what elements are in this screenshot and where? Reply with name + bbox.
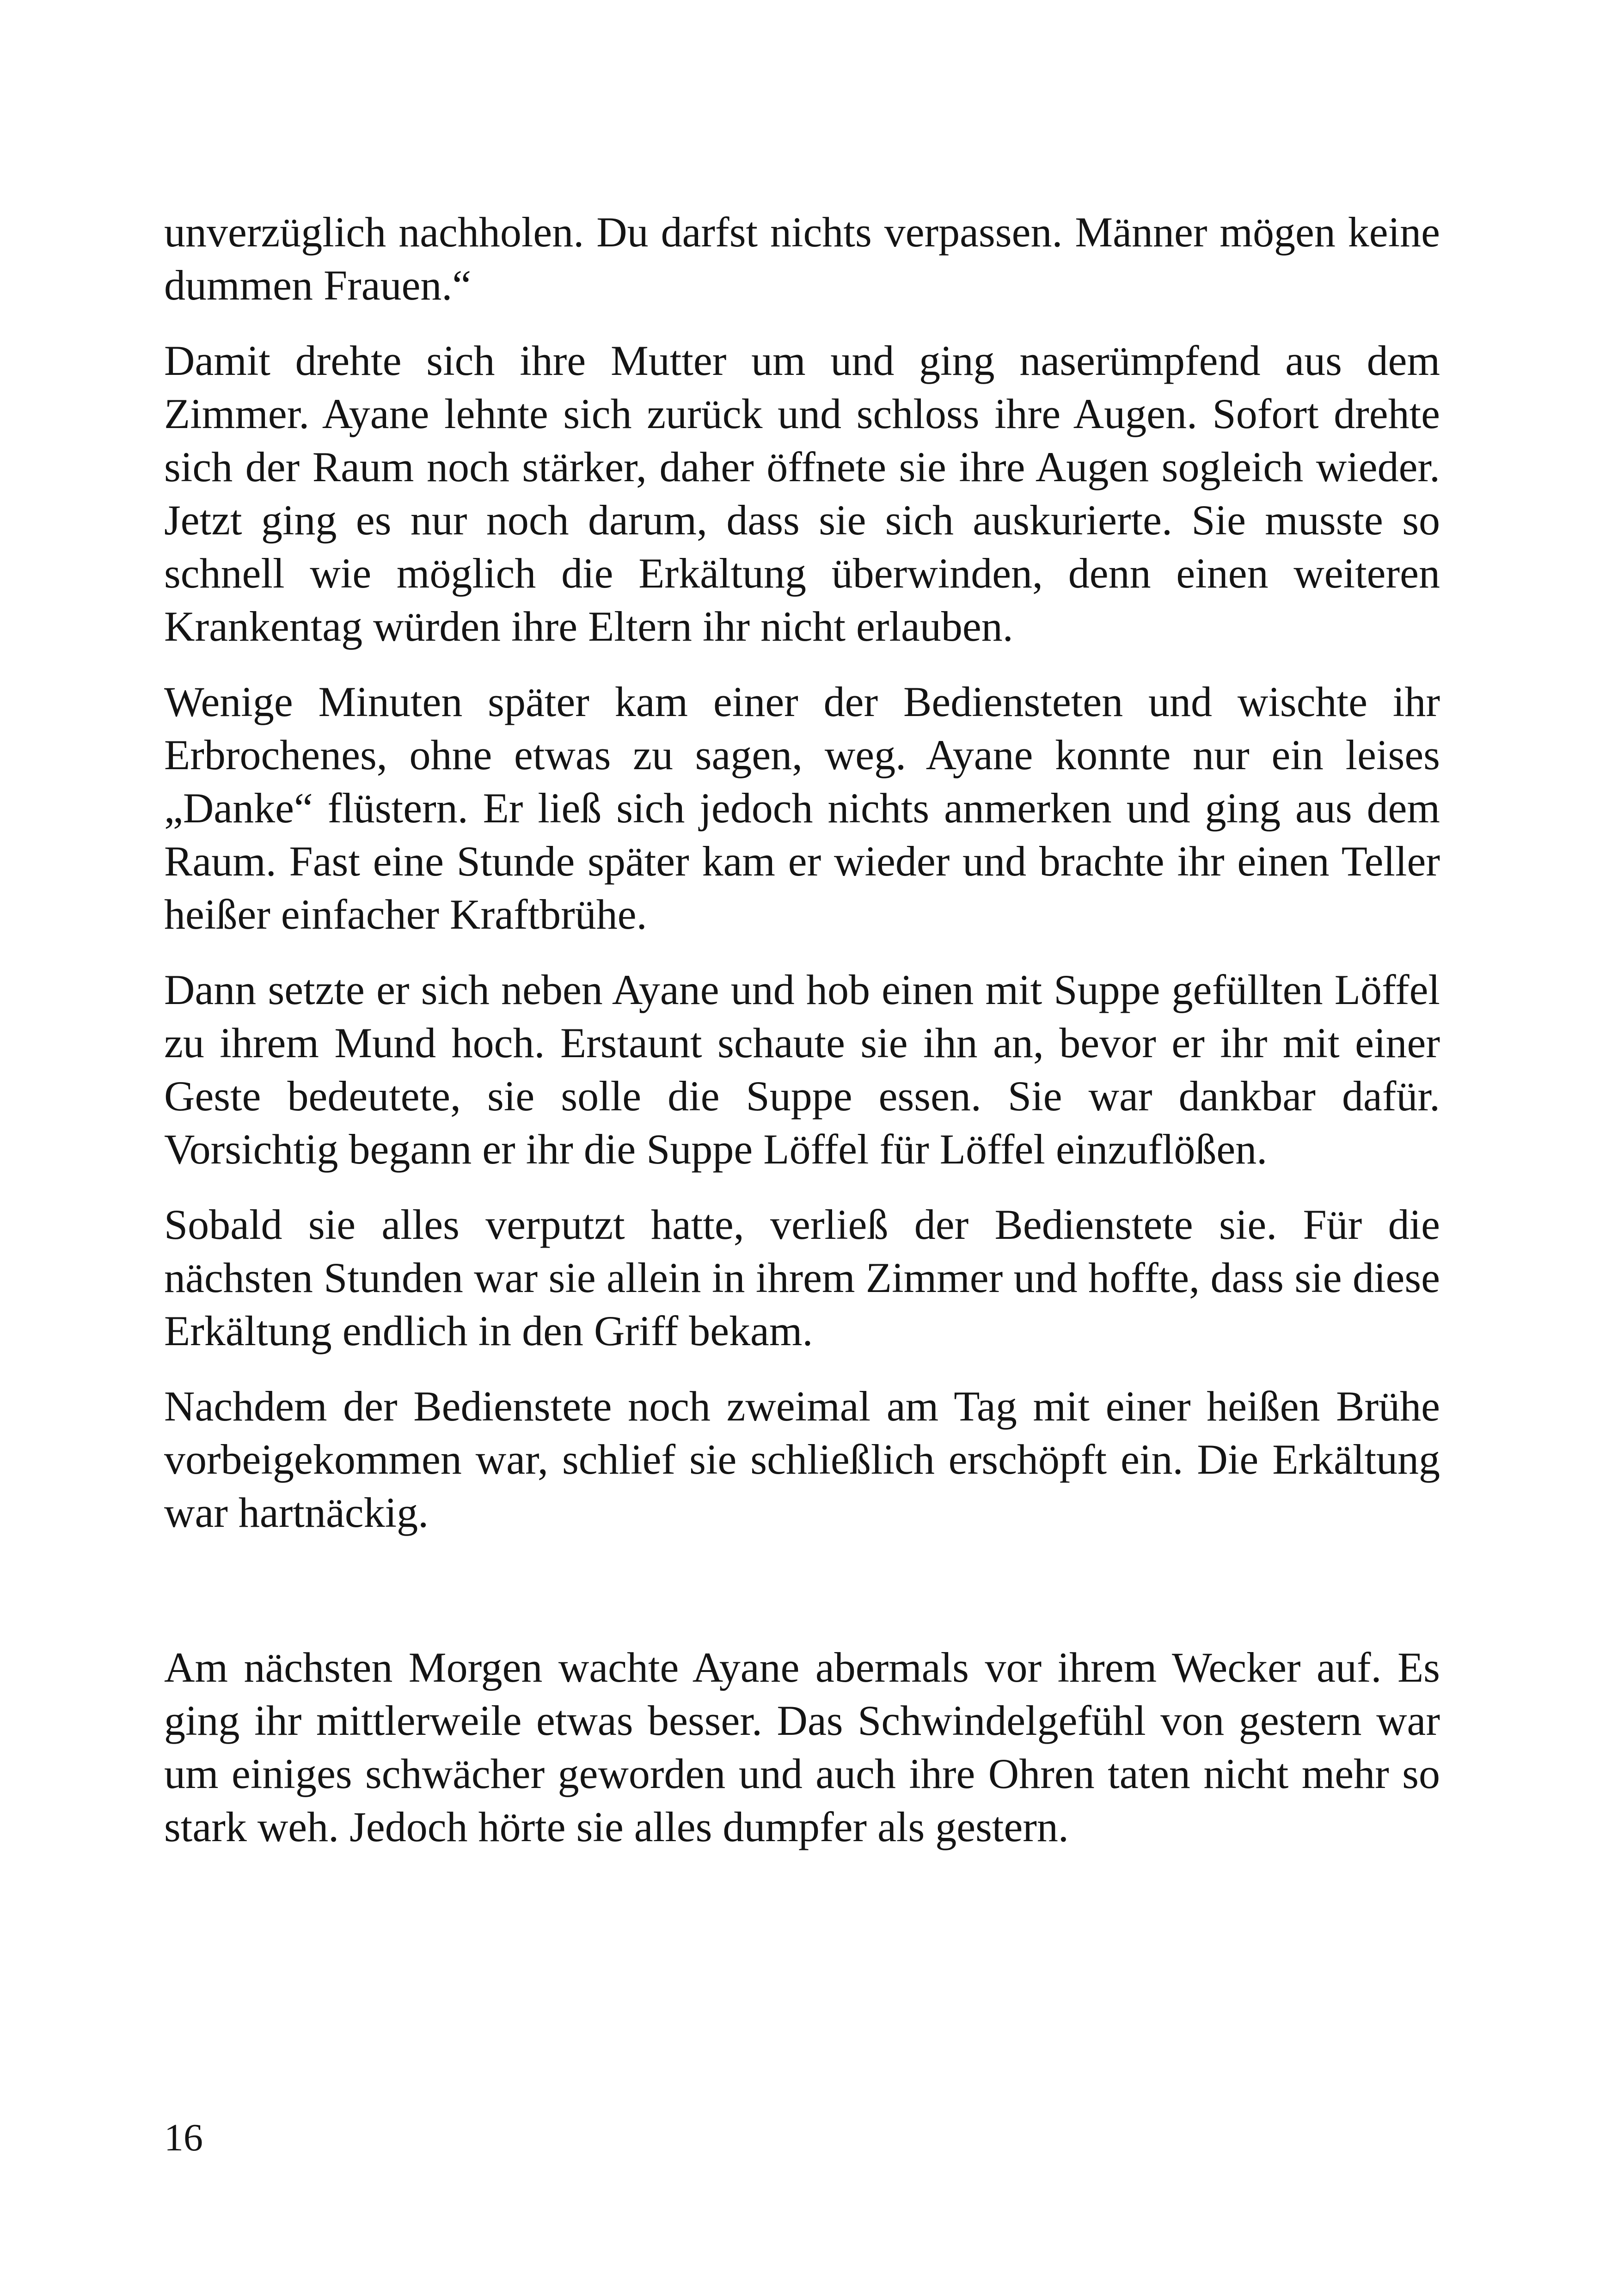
body-text: [164, 206, 1440, 1854]
paragraph: Wenige Minuten später kam einer der Bediensteten und wischte ihr Erbrochenes, ohne etwas zu sagen, weg. Ayane konnte nur ein leises „Danke“ flüstern. Er ließ sich jedoch nichts anmerken und ging aus dem Raum. Fast eine Stunde später kam er wieder und brachte ihr einen Teller heißer einfacher Kraftbrühe.: [164, 678, 1440, 938]
paragraph: Dann setzte er sich neben Ayane und hob einen mit Suppe gefüllten Löffel zu ihrem Mund hoch. Erstaunt schaute sie ihn an, bevor er ihr mit einer Geste bedeutete, sie solle die Suppe essen. Sie war dankbar dafür. Vorsichtig begann er ihr die Suppe Löffel für Löffel einzuflößen.: [164, 966, 1440, 1173]
paragraph: Am nächsten Morgen wachte Ayane abermals vor ihrem Wecker auf. Es ging ihr mittlerweile etwas besser. Das Schwindelgefühl von gestern war um einiges schwächer geworden und auch ihre Ohren taten nicht mehr so stark weh. Jedoch hörte sie alles dumpfer als gestern.: [164, 1644, 1440, 1850]
paragraph: Damit drehte sich ihre Mutter um und ging naserümpfend aus dem Zimmer. Ayane lehnte sich zurück und schloss ihre Augen. Sofort drehte sich der Raum noch stärker, daher öffnete sie ihre Augen sogleich wieder. Jetzt ging es nur noch darum, dass sie sich auskurierte. Sie musste so schnell wie möglich die Erkältung überwinden, denn einen weiteren Krankentag würden ihre Eltern ihr nicht erlauben.: [164, 337, 1440, 650]
paragraph: Nachdem der Bedienstete noch zweimal am Tag mit einer heißen Brühe vorbeigekommen war, schlief sie schließlich erschöpft ein. Die Erkältung war hartnäckig.: [164, 1383, 1440, 1536]
paragraph: Sobald sie alles verputzt hatte, verließ der Bedienstete sie. Für die nächsten Stunden war sie allein in ihrem Zimmer und hoffte, dass sie diese Erkältung endlich in den Griff bekam.: [164, 1201, 1440, 1354]
page-number: 16: [164, 2116, 203, 2159]
paragraph: unverzüglich nachholen. Du darfst nichts verpassen. Männer mögen keine dummen Frauen.“: [164, 208, 1440, 309]
